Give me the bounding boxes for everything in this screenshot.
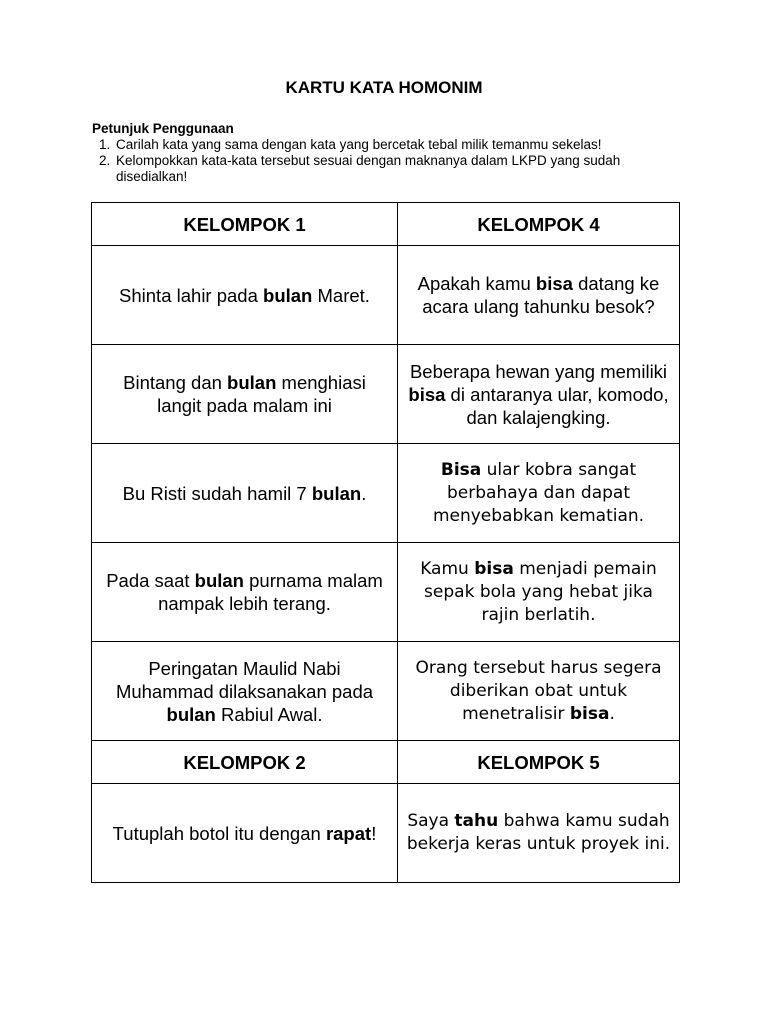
- word-card: Orang tersebut harus segera diberikan obat untuk menetralisir bisa.: [398, 642, 680, 741]
- word-card: Tutuplah botol itu dengan rapat!: [92, 784, 398, 883]
- word-card: Shinta lahir pada bulan Maret.: [92, 246, 398, 345]
- card-row: [92, 642, 680, 741]
- word-card: Saya tahu bahwa kamu sudah bekerja keras untuk proyek ini.: [398, 784, 680, 883]
- group-1-header: KELOMPOK 1: [92, 203, 398, 246]
- card-row: [92, 345, 680, 444]
- homonym-word: bulan: [166, 703, 216, 725]
- card-row: [92, 246, 680, 345]
- word-card: Bisa ular kobra sangat berbahaya dan dapat menyebabkan kematian.: [398, 444, 680, 543]
- group-2-header: KELOMPOK 2: [92, 741, 398, 784]
- homonym-word: bulan: [263, 284, 313, 306]
- homonym-word: bulan: [227, 372, 277, 393]
- group-5-header: KELOMPOK 5: [398, 741, 680, 784]
- instruction-item: 2. Kelompokkan kata-kata tersebut sesuai dengan maknanya dalam LKPD yang sudah disedialkan!: [114, 153, 692, 185]
- header-row: [92, 203, 680, 246]
- word-card: Peringatan Maulid Nabi Muhammad dilaksanakan pada bulan Rabiul Awal.: [92, 642, 398, 741]
- homonym-word: bulan: [311, 482, 362, 504]
- card-row: [92, 543, 680, 642]
- word-card: Bintang dan bulan menghiasi langit pada malam ini: [92, 345, 398, 444]
- homonym-word: bisa: [408, 383, 446, 405]
- word-card: Apakah kamu bisa datang ke acara ulang tahunku besok?: [398, 246, 680, 345]
- header-row: [92, 741, 680, 784]
- group-4-header: KELOMPOK 4: [398, 203, 680, 246]
- instructions-heading: Petunjuk Penggunaan: [92, 121, 234, 136]
- word-card-table: [91, 202, 680, 883]
- word-card: Pada saat bulan purnama malam nampak lebih terang.: [92, 543, 398, 642]
- homonym-word: bisa: [474, 558, 514, 579]
- homonym-word: rapat: [325, 822, 372, 844]
- homonym-word: bulan: [194, 570, 244, 591]
- homonym-word: tahu: [454, 811, 499, 831]
- word-card: Beberapa hewan yang memiliki bisa di antaranya ular, komodo, dan kalajengking.: [398, 345, 680, 444]
- word-card: Bu Risti sudah hamil 7 bulan.: [92, 444, 398, 543]
- card-row: [92, 784, 680, 883]
- homonym-word: Bisa: [440, 459, 482, 480]
- instruction-item: 1. Carilah kata yang sama dengan kata yang bercetak tebal milik temanmu sekelas!: [114, 137, 692, 153]
- instructions-list: [92, 137, 692, 185]
- instructions: [92, 121, 692, 185]
- page-title: KARTU KATA HOMONIM: [285, 78, 483, 97]
- card-row: [92, 444, 680, 543]
- word-card: Kamu bisa menjadi pemain sepak bola yang hebat jika rajin berlatih.: [398, 543, 680, 642]
- homonym-word: bisa: [535, 273, 573, 294]
- homonym-word: bisa: [569, 703, 610, 724]
